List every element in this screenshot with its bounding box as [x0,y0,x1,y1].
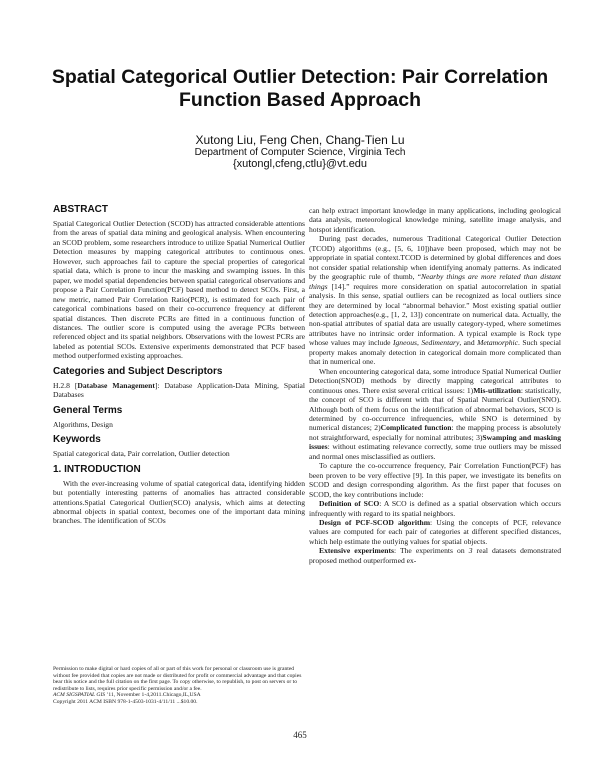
author-email: {xutongl,cfeng,ctlu}@vt.edu [232,158,368,170]
categories-rest: ]: Database Application-Data Mining, Spatial Databases [53,380,305,400]
categories-heading: Categories and Subject Descriptors [53,365,223,377]
abstract-heading: ABSTRACT [53,204,108,215]
issue-complicated-function: Complicated function [380,423,452,433]
categories-text [53,381,305,400]
p3-part-d: : the mapping process is absolutely not straightforward, especially for nominal attributes; 3) [309,423,561,442]
author-names: Xutong Liu, Feng Chen, Chang-Tien Lu [195,133,405,147]
rock-type-sedimentary: Sedimentary [421,338,460,348]
right-paragraph-1: can help extract important knowledge in many applications, including geological data analysis, meteorological knowledge mining, satellite image analysis, and hotspot identification. [309,206,561,234]
keywords-text: Spatial categorical data, Pair correlation, Outlier detection [53,449,230,459]
introduction-heading: 1. INTRODUCTION [53,463,141,475]
p3-part-a: When encountering categorical data, some introduce Spatial Numerical Outlier Detection(SNOD) methods by directly mapping categorical attributes to continuous ones. There exist several critical issues: 1) [309,366,561,395]
contribution-3-number: 3 [468,546,473,556]
contribution-1 [309,499,561,518]
p3-part-e: : without estimating relevance correctly, some true outliers may be missed and normal ones misclassified as outliers. [309,442,561,461]
contribution-1-text: : A SCO is defined as a spatial observation which occurs infrequently with regard to its spatial neighbors. [309,499,561,518]
conference-details: ’11, November 1-4,2011.Chicago,IL,USA [105,692,201,699]
permission-text: Permission to make digital or hard copies of all or part of this work for personal or classroom use is granted without fee provided that copies are not made or distributed for profit or commercial advantage and that copies bear this notice and the full citation on the first page. To copy otherwise, to republish, to post on servers or to redistribute to lists, requires prior specific permission and/or a fee. [53,666,302,692]
p2-quote: Nearby things are more related than distant things [309,272,561,291]
issue-mis-utilization: Mis-utilization [473,385,521,395]
contribution-2-text: : Using the concepts of PCF, relevance values are computed for each pair of categories at different specified distances, which help estimate the outlying values for spatial objects. [309,517,561,546]
author-block [100,134,500,170]
copyright-line: Copyright 2011 ACM ISBN 978-1-4503-1031-4/11/11 ...$10.00. [53,698,198,705]
right-column [309,206,561,565]
conference-name: ACM SIGSPATIAL GIS [53,692,106,699]
p2-part-a: During past decades, numerous Traditional Categorical Outlier Detection (TCOD) algorithms (e.g., [5, 6, 10])have been proposed, which may not be appropriate in spatial context.TCOD is determined by global differences and does not consider spatial relationship when identifying anomaly patterns. As indicated by the geographic rule of thumb, “ [309,234,561,282]
right-paragraph-4: To capture the co-occurrence frequency, Pair Correlation Function(PCF) has been proven to be very effective [9]. In this paper, we investigate its benefits on SCOD and design corresponding algorithm. As the first paper that focuses on SCOD, the key contributions include: [309,461,561,499]
contribution-1-label: Definition of SCO [319,499,380,509]
general-terms-heading: General Terms [53,404,123,416]
general-terms-text: Algorithms, Design [53,419,113,429]
issue-swamping-masking: Swamping and masking issues [309,432,561,452]
author-affiliation: Department of Computer Science, Virginia Tech [194,147,406,158]
introduction-paragraph: With the ever-increasing volume of spatial categorical data, identifying hidden but potentially interesting patterns of anomalies has attracted considerable attentions.Spatial Categorical Outlier(SCO) analysis, which aims at detecting abnormal objects in spatial context, becomes one of the important data mining branches. The identification of SCOs [53,478,305,526]
left-column [53,204,305,526]
title-line-2: Function Based Approach [179,89,421,111]
p2-part-b: [14].” requires more consideration on spatial autocorrelation in spatial analysis. In this sense, spatial outliers can be recognized as local outliers since they are determined by local “abnormal behavior.” Most existing spatial outlier detection approaches(e.g., [1, 2, 13]) concentrate on numerical data. Actually, the non-spatial attributes of spatial data are usually category-typed, where sometimes attributes have no intrinsic order information. A typical example is Rock type whose values may include [309,281,561,348]
keywords-heading: Keywords [53,434,101,446]
rock-sep-1: , [417,338,422,348]
contribution-3-text: : The experiments on [393,546,469,556]
conference-line [53,692,305,699]
contribution-2 [309,518,561,546]
rock-sep-2: , and [459,338,478,348]
rock-type-igneous: Igneous [392,338,418,348]
categories-code: H.2.8 [ [53,380,78,390]
abstract-text: Spatial Categorical Outlier Detection (SCOD) has attracted considerable attentions from the areas of spatial data mining and geological analysis. When encountering an SCOD problem, some researchers introduce to utilize Spatial Numerical Outlier Detection measures by mapping categorical attributes to continuous ones. However, such approaches fail to capture the special properties of categorical spatial data, which is prone to incur the masking and swamping issues. In this paper, we model spatial dependencies between spatial categorical observations and propose a Pair Correlation Function(PCF) based method to detect SCOs. First, a new metric, named Pair Correlation Ratio(PCR), is estimated for each pair of categorical combinations based on their co-occurrence frequency at different spatial distances. Then discrete PCRs are fitted in a continuous function of distances. The outlier score is computed using the average PCRs between referenced object and its spatial neighbors. Observations with the lowest PCRs are labeled as potential SCOs. Extensive experiments demonstrated that PCF based method outperformed existing approaches. [53,219,305,361]
contribution-3-label: Extensive experiments [319,546,394,556]
p2-part-c: . Such special property makes anomaly detection in categorical domain more complicated than that in numerical one. [309,338,562,367]
contribution-3 [309,546,561,565]
contribution-3-text-2: real datasets demonstrated proposed method outperformed ex- [309,546,562,565]
categories-bold: Database Management [77,380,155,390]
right-paragraph-3 [309,367,561,462]
paper-title [40,66,560,112]
contribution-2-label: Design of PCF-SCOD algorithm [319,517,431,527]
rock-type-metamorphic: Metamorphic [477,338,518,348]
p3-part-c: : statistically, the concept of SCO is different with that of Spatial Numerical Outlier(SNO). Although both of them focus on the identification of abnormal behaviors, SCO is determined by co-occurrence infrequencies, while SNO is determined by numerical distances; 2) [309,385,561,433]
right-paragraph-2 [309,234,561,366]
page-number: 465 [293,730,307,740]
title-line-1: Spatial Categorical Outlier Detection: Pair Correlation [51,66,549,88]
permission-footnote [53,666,305,706]
